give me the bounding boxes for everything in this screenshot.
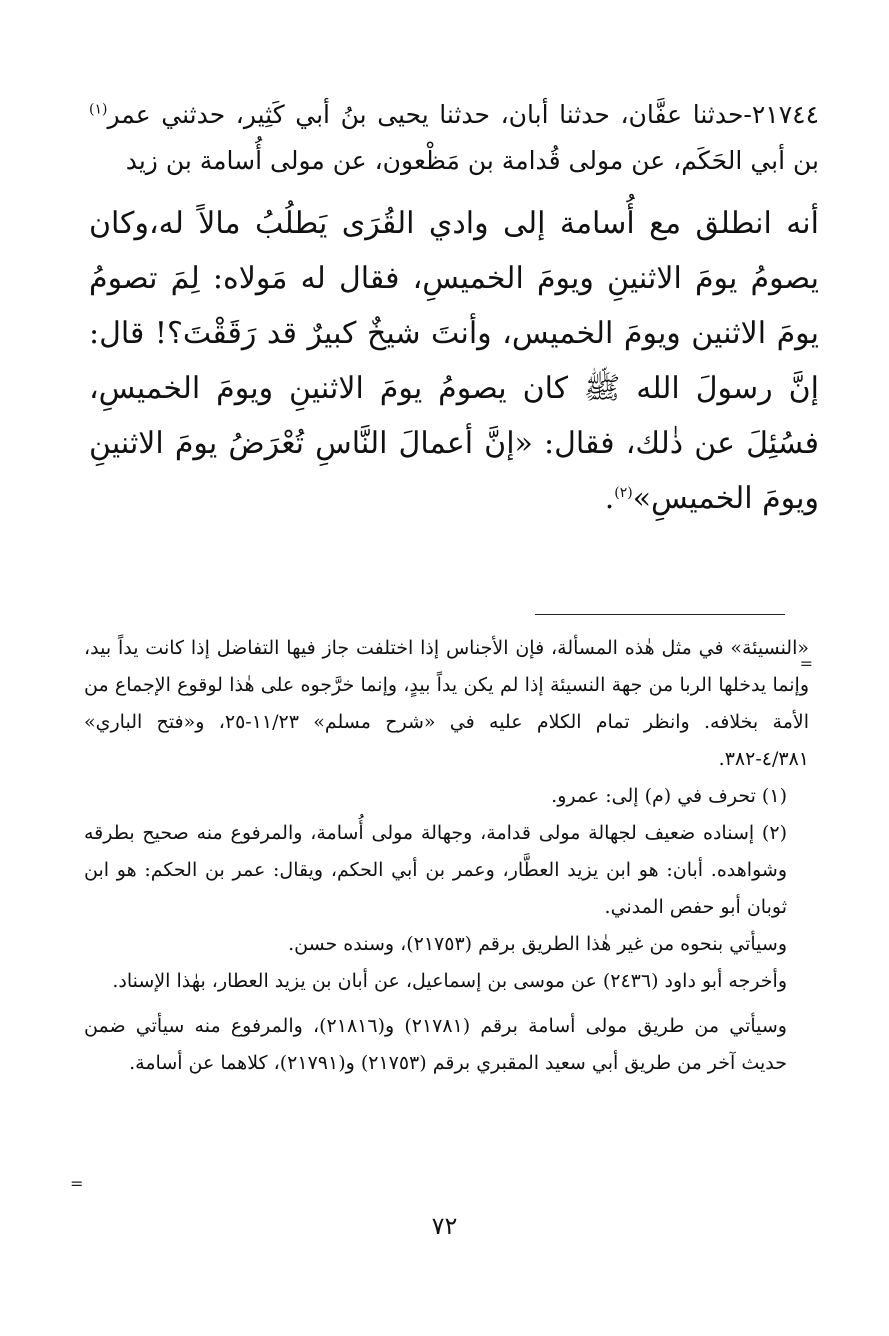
footnote-2-paragraph-4: وسيأتي من طريق مولى أسامة برقم (٢١٧٨١) و(٢١٨١٦)، والمرفوع منه سيأتي ضمن حديث آخر من طريق أبي سعيد المقبري برقم (٢١٧٥٣) و(٢١٧٩١)، كلاهما عن أسامة. [84,1015,787,1074]
footnote-separator [535,614,785,615]
footnote-ref-1: (١) [89,101,108,118]
footnote-continuation-mark-top: = [799,654,813,673]
footnote-continued-text: «النسيئة» في مثل هٰذه المسألة، فإن الأجناس إذا اختلفت جاز فيها التفاضل إذا كانت يداً بيد، وإنما يدخلها الربا من جهة النسيئة إذا لم يكن يداً بيدٍ، وإنما خرَّجوه على هٰذا لوقوع الإجماع من الأمة بخلافه. وانظر تمام الكلام عليه في «شرح مسلم» ١١/٢٣-٢٥، و«فتح الباري» ٤/٣٨١-٣٨٢. [84,637,809,770]
footnote-2: (٢) إسناده ضعيف لجهالة مولى قدامة، وجهالة مولى أُسامة، والمرفوع منه صحيح بطرقه وشواهده. أبان: هو ابن يزيد العطَّار، وعمر بن أبي الحكم، ويقال: عمر بن الحكم: هو ابن ثوبان أبو حفص المدني. [84,822,787,918]
footnotes-section [84,630,809,1082]
isnad-text-part2: بن أبي الحَكَم، عن مولى قُدامة بن مَظْعون، عن مولى أُسامة بن زيد [125,146,819,175]
isnad-text-part1: حدثنا عفَّان، حدثنا أبان، حدثنا يحيى بنُ أبي كَثِير، حدثني عمر [107,100,744,129]
page-number: ٧٢ [431,1212,458,1240]
footnote-2-paragraph-2: وسيأتي بنحوه من غير هٰذا الطريق برقم (٢١٧٥٣)، وسنده حسن. [288,933,787,955]
hadith-matn [89,196,819,526]
hadith-number: ٢١٧٤٤- [743,100,819,129]
hadith-body [89,92,819,526]
footnote-1: (١) تحرف في (م) إلى: عمرو. [551,785,787,807]
hadith-isnad [89,92,819,184]
matn-text: أنه انطلق مع أُسامة إلى وادي القُرَى يَطلُبُ مالاً له،وكان يصومُ يومَ الاثنينِ ويومَ الخميسِ، فقال له مَولاه: لِمَ تصومُ يومَ الاثنين ويومَ الخميس، وأنتَ شيخٌ كبيرٌ قد رَقَقْتَ؟! قال: إنَّ رسولَ الله ﷺ كان يصومُ يومَ الاثنينِ ويومَ الخميسِ، فسُئِلَ عن ذٰلك، فقال: «إنَّ أعمالَ النَّاسِ تُعْرَضُ يومَ الاثنينِ ويومَ الخميسِ» [89,206,819,516]
matn-end-period: . [604,481,615,516]
footnote-ref-2: (٢) [614,485,633,501]
footnote-continuation-mark-bottom: = [70,1174,84,1193]
footnote-2-paragraph-3: وأخرجه أبو داود (٢٤٣٦) عن موسى بن إسماعيل، عن أبان بن يزيد العطار، بهٰذا الإسناد. [112,970,787,992]
